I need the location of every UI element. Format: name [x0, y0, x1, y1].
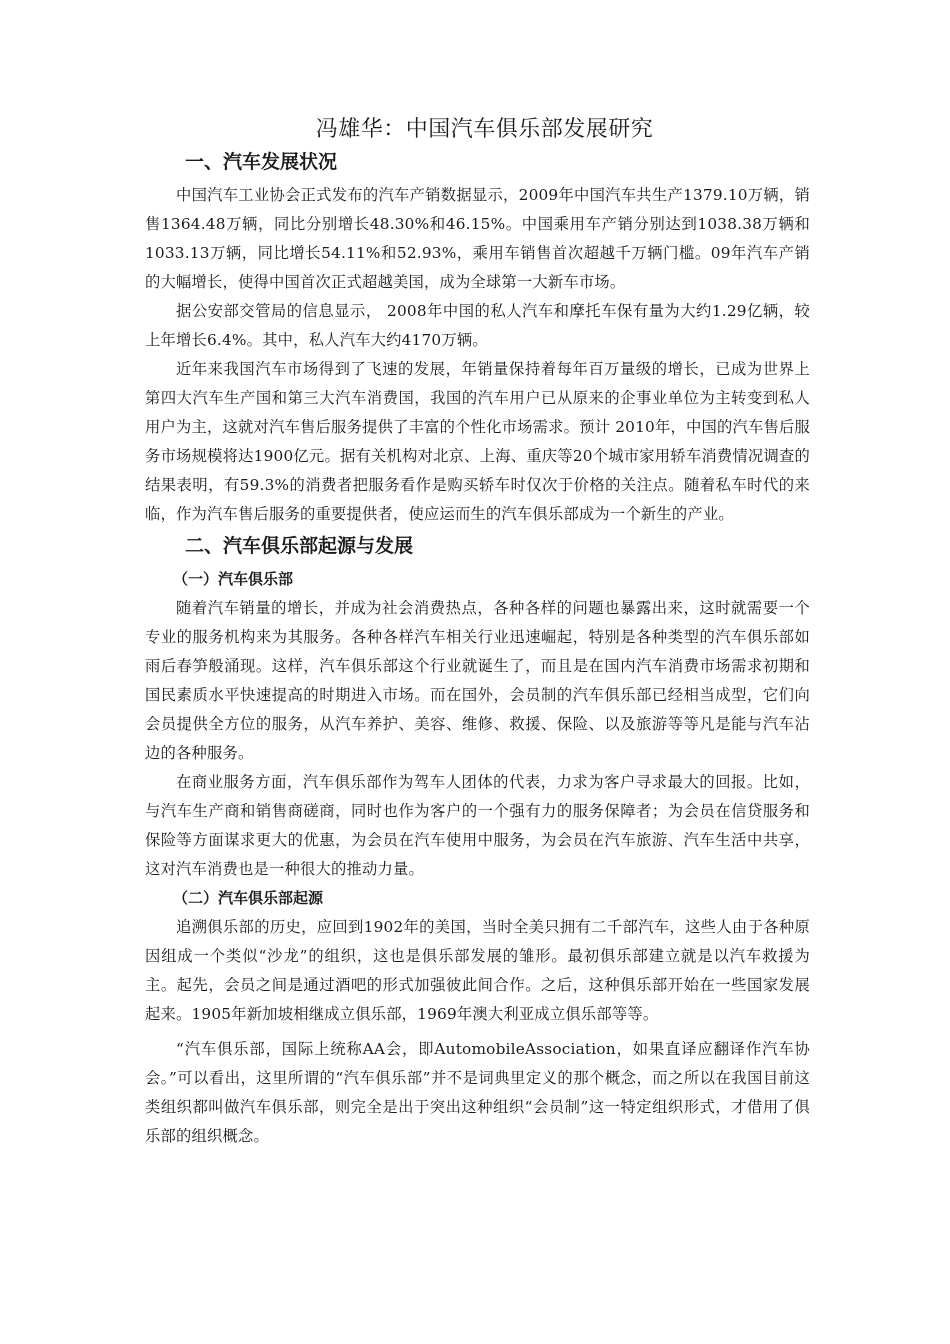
paragraph: 追溯俱乐部的历史，应回到1902年的美国，当时全美只拥有二千部汽车，这些人由于各种原因组成一个类似“沙龙”的组织，这也是俱乐部发展的雏形。最初俱乐部建立就是以汽车救援为主。起先，会员之间是通过酒吧的形式加强彼此间合作。之后，这种俱乐部开始在一些国家发展起来。1905年新加坡相继成立俱乐部，1969年澳大利亚成立俱乐部等等。	[145, 918, 810, 1023]
paragraph: 中国汽车工业协会正式发布的汽车产销数据显示，2009年中国汽车共生产1379.10万辆，销售1364.48万辆，同比分别增长48.30%和46.15%。中国乘用车产销分别达到1038.38万辆和1033.13万辆，同比增长54.11%和52.93%，乘用车销售首次超越千万辆门槛。09年汽车产销的大幅增长，使得中国首次正式超越美国，成为全球第一大新车市场。	[145, 186, 810, 291]
paragraph: 随着汽车销量的增长，并成为社会消费热点，各种各样的问题也暴露出来，这时就需要一个专业的服务机构来为其服务。各种各样汽车相关行业迅速崛起，特别是各种类型的汽车俱乐部如雨后春笋般涌现。这样，汽车俱乐部这个行业就诞生了，而且是在国内汽车消费市场需求初期和国民素质水平快速提高的时期进入市场。而在国外，会员制的汽车俱乐部已经相当成型，它们向会员提供全方位的服务，从汽车养护、美容、维修、救援、保险、以及旅游等等凡是能与汽车沾边的各种服务。	[145, 599, 810, 762]
section-heading-development-status: 一、汽车发展状况	[185, 151, 338, 173]
paragraph: 近年来我国汽车市场得到了飞速的发展，年销量保持着每年百万量级的增长，已成为世界上第四大汽车生产国和第三大汽车消费国，我国的汽车用户已从原来的企事业单位为主转变到私人用户为主，这就对汽车售后服务提供了丰富的个性化市场需求。预计 2010年，中国的汽车售后服务市场规模将达1900亿元。据有关机构对北京、上海、重庆等20个城市家用轿车消费情况调查的结果表明，有59.3%的消费者把服务看作是购买轿车时仅次于价格的关注点。随着私车时代的来临，作为汽车售后服务的重要提供者，使应运而生的汽车俱乐部成为一个新生的产业。	[145, 360, 810, 523]
paragraph: “汽车俱乐部，国际上统称AA会，即AutomobileAssociation，如果直译应翻译作汽车协会。”可以看出，这里所谓的“汽车俱乐部”并不是词典里定义的那个概念，而之所以在我国目前这类组织都叫做汽车俱乐部，则完全是出于突出这种组织“会员制”这一特定组织形式，才借用了俱乐部的组织概念。	[145, 1040, 810, 1145]
section-heading-club-origin-development: 二、汽车俱乐部起源与发展	[185, 535, 414, 557]
subsection-heading-club-origin: （二）汽车俱乐部起源	[173, 889, 324, 907]
document-body	[145, 112, 810, 1151]
document-title: 冯雄华：中国汽车俱乐部发展研究	[315, 117, 654, 142]
paragraph: 在商业服务方面，汽车俱乐部作为驾车人团体的代表，力求为客户寻求最大的回报。比如，与汽车生产商和销售商磋商，同时也作为客户的一个强有力的服务保障者；为会员在信贷服务和保险等方面谋求更大的优惠，为会员在汽车使用中服务，为会员在汽车旅游、汽车生活中共享，这对汽车消费也是一种很大的推动力量。	[145, 773, 810, 878]
paragraph: 据公安部交管局的信息显示， 2008年中国的私人汽车和摩托车保有量为大约1.29亿辆，较上年增长6.4%。其中，私人汽车大约4170万辆。	[145, 302, 810, 349]
subsection-heading-car-club: （一）汽车俱乐部	[173, 570, 294, 588]
